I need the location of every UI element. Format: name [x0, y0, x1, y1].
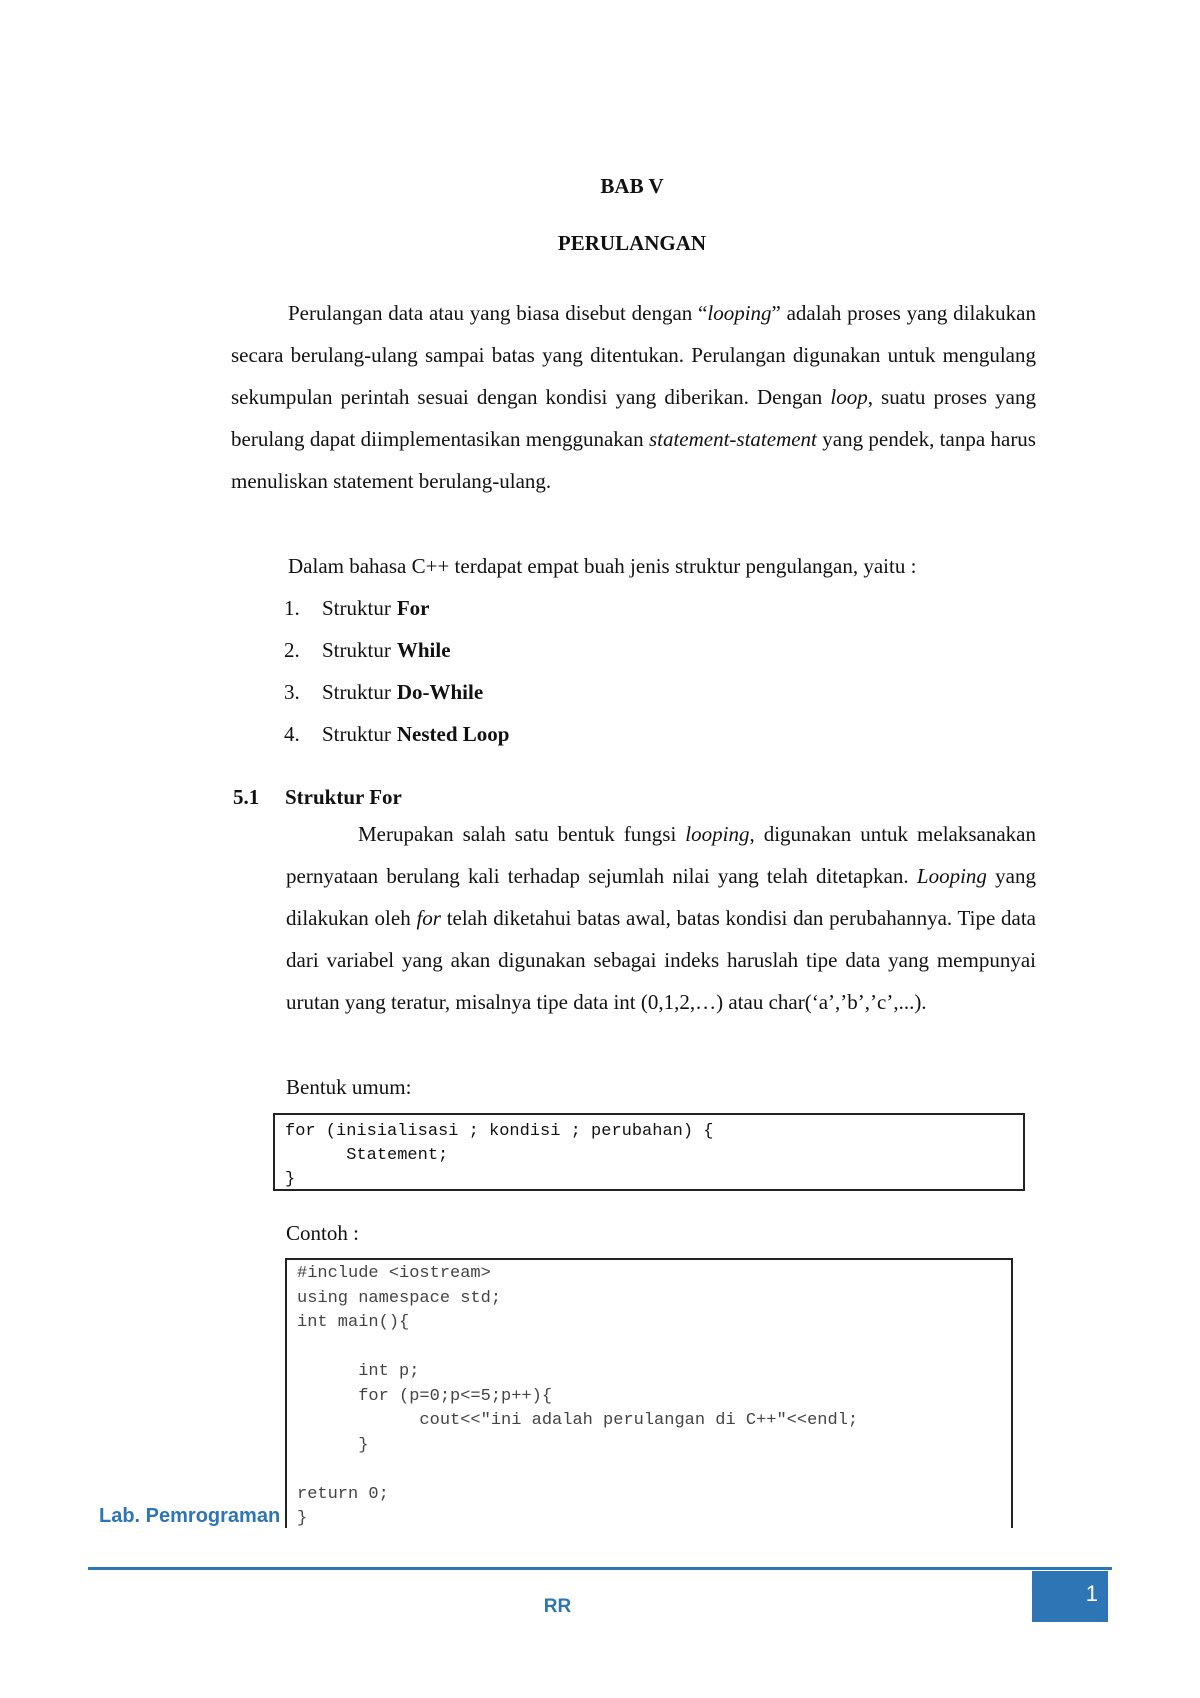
list-item: 1. Struktur For	[284, 596, 430, 620]
chapter-title: PERULANGAN	[557, 231, 707, 255]
example-label: Contoh :	[286, 1221, 359, 1245]
section-title: Struktur For	[285, 785, 402, 809]
section-heading	[233, 776, 402, 818]
general-form-label: Bentuk umum:	[286, 1075, 412, 1099]
loop-types-list	[284, 587, 509, 755]
section-number: 5.1	[233, 785, 260, 809]
chapter-heading: BAB V	[600, 174, 664, 198]
footer-initials: RR	[543, 1596, 572, 1617]
footer-divider	[88, 1567, 1112, 1570]
list-item: 4. Struktur Nested Loop	[284, 722, 510, 746]
emphasis-looping: looping	[707, 301, 772, 325]
emphasis-statement: statement-statement	[648, 427, 817, 451]
example-code-block: #include <iostream> using namespace std; int main(){ int p; for (p=0;p<=5;p++){ cout<<"ini adalah perulangan di C++"<<endl; } return 0; }	[285, 1258, 1013, 1528]
intro-paragraph: Perulangan data atau yang biasa disebut dengan “looping” adalah proses yang dilakukan secara berulang-ulang sampai batas yang ditentukan. Perulangan digunakan untuk mengulang sekumpulan perintah sesuai dengan kondisi yang diberikan. Dengan loop, suatu proses yang berulang dapat diimplementasikan menggunakan statement-statement yang pendek, tanpa harus menuliskan statement berulang-ulang.	[231, 301, 1036, 493]
syntax-code-block: for (inisialisasi ; kondisi ; perubahan) { Statement; }	[273, 1113, 1025, 1191]
list-item: 2. Struktur While	[284, 638, 451, 662]
list-item: 3. Struktur Do-While	[284, 680, 484, 704]
page-number-badge: 1	[1032, 1571, 1108, 1622]
for-description-paragraph: Merupakan salah satu bentuk fungsi looping, digunakan untuk melaksanakan pernyataan berulang kali terhadap sejumlah nilai yang telah ditetapkan. Looping yang dilakukan oleh for telah diketahui batas awal, batas kondisi dan perubahannya. Tipe data dari variabel yang akan digunakan sebagai indeks haruslah tipe data yang mempunyai urutan yang teratur, misalnya tipe data int (0,1,2,…) atau char(‘a’,’b’,’c’,...).	[286, 822, 1036, 1014]
emphasis-loop: loop	[830, 385, 868, 409]
footer-lab-name: Lab. Pemrograman	[99, 1505, 281, 1527]
loop-types-intro: Dalam bahasa C++ terdapat empat buah jenis struktur pengulangan, yaitu :	[288, 554, 917, 578]
